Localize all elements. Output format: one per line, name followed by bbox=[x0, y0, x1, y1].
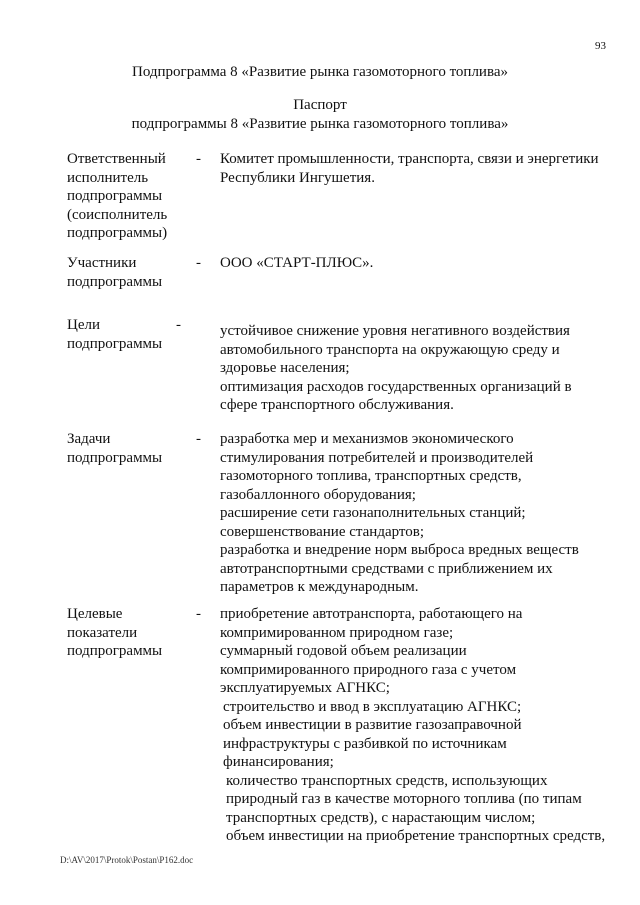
label-line: Участники bbox=[67, 255, 137, 271]
label-line: подпрограммы bbox=[67, 449, 163, 466]
content-line: финансирования; bbox=[223, 754, 334, 770]
content-line: газомоторного топлива, транспортных средств, bbox=[220, 468, 522, 484]
separator-dash: - bbox=[196, 606, 201, 622]
content-line: расширение сети газонаполнительных станций; bbox=[220, 505, 526, 521]
section-content bbox=[220, 254, 615, 273]
content-line: природный газ в качестве моторного топлива (по типам bbox=[226, 791, 582, 807]
label-line: исполнитель bbox=[67, 169, 149, 186]
section-content bbox=[220, 605, 615, 846]
section-label bbox=[67, 605, 197, 661]
content-line: разработка и внедрение норм выброса вредных веществ bbox=[220, 542, 579, 558]
content-line: ООО «СТАРТ-ПЛЮС». bbox=[220, 255, 374, 271]
content-line: суммарный годовой объем реализации bbox=[220, 643, 467, 659]
content-line: компримированного природного газа с учетом bbox=[220, 661, 517, 678]
section-content bbox=[220, 430, 615, 597]
content-line: компримированном природном газе; bbox=[220, 624, 454, 641]
content-line: разработка мер и механизмов экономического bbox=[220, 431, 514, 447]
content-line: здоровье населения; bbox=[220, 360, 350, 376]
section-content bbox=[220, 322, 615, 415]
label-line: подпрограммы bbox=[67, 188, 163, 204]
content-line: стимулирования потребителей и производителей bbox=[220, 449, 534, 466]
content-line: инфраструктуры с разбивкой по источникам bbox=[223, 735, 507, 752]
label-line: Цели bbox=[67, 317, 101, 333]
content-line: оптимизация расходов государственных организаций в bbox=[220, 378, 572, 395]
label-line: Задачи bbox=[67, 431, 111, 447]
label-line: Целевые bbox=[67, 606, 123, 622]
label-line: подпрограммы bbox=[67, 335, 163, 352]
label-line: подпрограммы bbox=[67, 643, 163, 659]
content-line: совершенствование стандартов; bbox=[220, 523, 425, 540]
section-label bbox=[67, 254, 197, 291]
separator-dash: - bbox=[176, 317, 181, 333]
label-line: подпрограммы bbox=[67, 273, 163, 290]
label-line: показатели bbox=[67, 624, 138, 641]
content-line: Комитет промышленности, транспорта, связи и энергетики bbox=[220, 151, 599, 167]
content-line: сфере транспортного обслуживания. bbox=[220, 397, 454, 413]
content-line: транспортных средств), с нарастающим числом; bbox=[226, 809, 536, 826]
section-label bbox=[67, 150, 197, 243]
content-line: параметров к международным. bbox=[220, 579, 419, 595]
content-line: устойчивое снижение уровня негативного воздействия bbox=[220, 323, 570, 339]
separator-dash: - bbox=[196, 431, 201, 447]
content-line: автомобильного транспорта на окружающую среду и bbox=[220, 341, 560, 358]
separator-dash: - bbox=[196, 255, 201, 271]
label-line: (соисполнитель bbox=[67, 206, 168, 223]
subprogram-title: Подпрограмма 8 «Развитие рынка газомоторного топлива» bbox=[131, 64, 509, 80]
passport-heading: Паспорт bbox=[293, 97, 347, 113]
passport-subheading: подпрограммы 8 «Развитие рынка газомоторного топлива» bbox=[131, 116, 509, 132]
content-line: газобаллонного оборудования; bbox=[220, 486, 416, 503]
content-line: Республики Ингушетия. bbox=[220, 169, 375, 186]
content-line: объем инвестиции на приобретение транспортных средств, bbox=[226, 828, 606, 844]
content-line: приобретение автотранспорта, работающего на bbox=[220, 606, 523, 622]
label-line: подпрограммы) bbox=[67, 225, 168, 241]
content-line: строительство и ввод в эксплуатацию АГНКС; bbox=[223, 698, 522, 715]
content-line: эксплуатируемых АГНКС; bbox=[220, 680, 390, 696]
content-line: объем инвестиции в развитие газозаправочной bbox=[223, 717, 522, 733]
section-label bbox=[67, 430, 197, 467]
section-content bbox=[220, 150, 615, 187]
content-line: автотранспортными средствами с приближением их bbox=[220, 560, 553, 577]
separator-dash: - bbox=[196, 151, 201, 167]
file-path-footer: D:\AV\2017\Protok\Postan\P162.doc bbox=[60, 855, 194, 865]
page-number: 93 bbox=[595, 40, 606, 52]
label-line: Ответственный bbox=[67, 151, 166, 167]
content-line: количество транспортных средств, использующих bbox=[226, 772, 548, 789]
